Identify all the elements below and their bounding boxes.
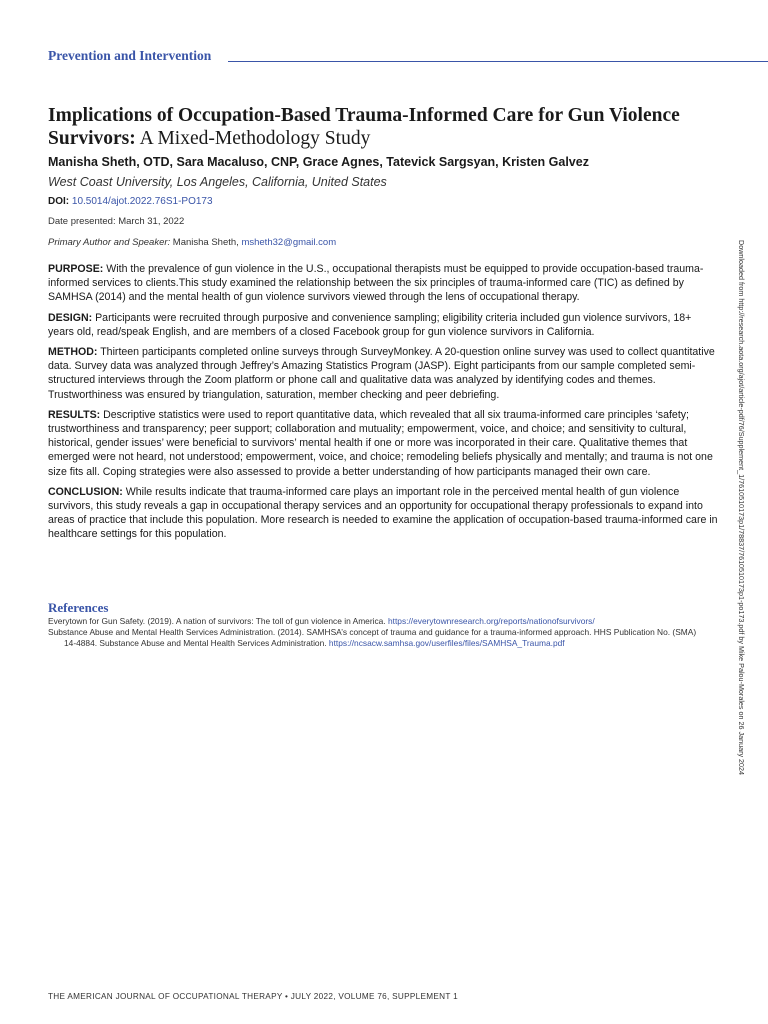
speaker-label: Primary Author and Speaker: — [48, 237, 171, 248]
abstract-purpose — [48, 262, 720, 305]
abstract-conclusion — [48, 485, 720, 542]
reference-item — [48, 627, 708, 649]
title-main: Implications of Occupation-Based Trauma-Informed Care for Gun Violence Survivors: — [48, 105, 680, 149]
speaker-line — [48, 237, 336, 248]
references-heading: References — [48, 600, 109, 615]
reference-text: Everytown for Gun Safety. (2019). A nation of survivors: The toll of gun violence in America. — [48, 616, 386, 626]
reference-item — [48, 616, 708, 627]
reference-text: Substance Abuse and Mental Health Services Administration. (2014). SAMHSA’s concept of trauma and guidance for a trauma-informed approach. HHS Publication No. (SMA) 14-4884. Substance Abuse and Mental Health Services Administration. — [48, 627, 697, 649]
download-watermark-text: Downloaded from http://research.aota.org/ajot/article-pdf/76/Supplement_1/7610510173p1/78837/7610510173p1-po173.pdf by Mike Palou-Morales on 26 January 2024 — [737, 240, 746, 776]
design-label: DESIGN: — [48, 311, 93, 324]
download-watermark — [736, 240, 748, 960]
title-subtitle: A Mixed-Methodology Study — [139, 128, 371, 149]
speaker-email-link[interactable]: msheth32@gmail.com — [241, 237, 337, 248]
speaker-name: Manisha Sheth, — [172, 237, 239, 248]
doi-link[interactable]: 10.5014/ajot.2022.76S1-PO173 — [71, 196, 213, 207]
references-list — [48, 616, 708, 650]
results-label: RESULTS: — [48, 408, 101, 421]
purpose-label: PURPOSE: — [48, 263, 104, 275]
journal-footer: THE AMERICAN JOURNAL OF OCCUPATIONAL THERAPY • JULY 2022, VOLUME 76, SUPPLEMENT 1 — [48, 992, 458, 1001]
article-title — [48, 104, 728, 150]
reference-link[interactable]: https://everytownresearch.org/reports/nationofsurvivors/ — [387, 616, 595, 626]
purpose-text: With the prevalence of gun violence in the U.S., occupational therapists must be equipped to provide occupation-based trauma-informed services to clients.This study examined the relationship between the six principles of trauma-informed care (TIC) as defined by SAMHSA (2014) and the mental health of gun violence survivors viewed through the lens of occupational therapy. — [48, 263, 704, 304]
section-heading: Prevention and Intervention — [48, 48, 212, 63]
section-divider — [228, 61, 768, 62]
abstract-method — [48, 345, 720, 402]
design-text: Participants were recruited through purposive and convenience sampling; eligibility criteria included gun violence survivors, 18+ years old, read/speak English, and are members of a closed Facebook group for gun violence survivors in California. — [48, 311, 692, 338]
conclusion-text: While results indicate that trauma-informed care plays an important role in the perceived mental health of gun violence survivors, this study reveals a gap in occupational therapy services and an opportunity for occupational therapy professionals to expand into areas of practice that include this population. More research is needed to examine the application of occupation-based trauma-informed care in healthcare settings for this population. — [48, 485, 718, 541]
abstract-results — [48, 408, 720, 479]
affiliation: West Coast University, Los Angeles, California, United States — [48, 175, 387, 189]
method-label: METHOD: — [48, 346, 98, 359]
date-presented: Date presented: March 31, 2022 — [48, 216, 185, 227]
reference-link[interactable]: https://ncsacw.samhsa.gov/userfiles/files/SAMHSA_Trauma.pdf — [328, 638, 565, 649]
doi-line — [48, 196, 213, 207]
conclusion-label: CONCLUSION: — [48, 485, 123, 498]
results-text: Descriptive statistics were used to report quantitative data, which revealed that all six trauma-informed care principles ‘safety; trustworthiness and transparency; peer support; collaboration and mutuality; empowerment, voice, and choice; and sensitivity to cultural, historical, gender issues’ were beneficial to survivors’ mental health if one or more was incorporated in their care. Qualitative themes that emerged were not heard, not understood; empowerment, voice, and choice; remodeling beliefs physically and mentally; and trauma is not one size fits all. Coping strategies were also assessed to provide a better understanding of how participants managed their own care. — [48, 408, 713, 478]
doi-label: DOI: — [48, 196, 70, 207]
abstract-design — [48, 311, 720, 339]
abstract — [48, 262, 720, 548]
author-list: Manisha Sheth, OTD, Sara Macaluso, CNP, Grace Agnes, Tatevick Sargsyan, Kristen Galvez — [48, 155, 589, 169]
method-text: Thirteen participants completed online surveys through SurveyMonkey. A 20-question online survey was used to collect quantitative data. Survey data was analyzed through Jeffrey’s Amazing Statistics Program (JASP). Eight participants from our sample completed semi-structured interviews through the Zoom platform or phone call and qualitative data was analyzed by identifying codes and themes. Trustworthiness was ensured by triangulation, saturation, member checking and peer debriefing. — [48, 346, 715, 401]
